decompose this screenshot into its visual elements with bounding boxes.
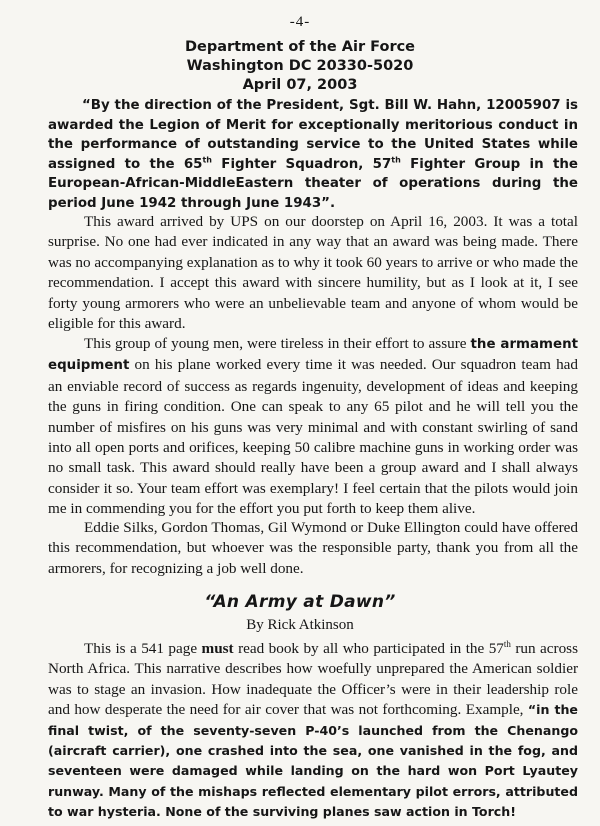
paragraph2-emphasis: the armament equipment [48, 337, 579, 374]
citation-part1: “By the direction of the President, Sgt. Bill W. Hahn, 12005907 is awarded the Legion of Merit for exceptionally meritorious conduct in the performance of outstanding service to the United States while assigned to the 65 [48, 98, 578, 172]
letterhead [0, 38, 600, 95]
paragraph2-part1: This group of young men, were tireless in their effort to assure [84, 335, 471, 352]
paragraph4-quote: “in the final twist, of the seventy-seven P-40’s launched from the Chenango (aircraft carrier), one crashed into the sea, one vanished in the fog, and seventeen were damaged while landing on the hard won Port Lyautey runway. Many of the mishaps reflected elementary pilot errors, attributed to war hysteria. None of the surviving planes saw action in Torch! [48, 702, 578, 820]
citation-part2: Fighter Squadron, 57 [212, 156, 392, 172]
paragraph4-part3: run across North Africa. This narrative describes how woefully unprepared the American soldier was to stage an invasion. How inadequate the Officer’s were in their leadership role and how desperate the need for air cover that was not forthcoming. Example, [48, 640, 578, 719]
header-date: April 07, 2003 [242, 77, 358, 93]
paragraph4-part1: This is a 541 page [84, 640, 202, 657]
citation-sup1: th [202, 155, 213, 165]
page-number: -4- [289, 14, 311, 30]
paragraph-armorers [48, 334, 578, 520]
paragraph2-part2: on his plane worked every time it was needed. Our squadron team had an enviable record of success as regards ingenuity, development of ideas and keeping the guns in firing condition. One can speak to any 65 pilot and he will tell you the number of misfires on his guns was very minimal and with constant swirling of sand into all open ports and orifices, keeping 50 calibre machine guns in working order was no small task. This award should really have been a group award and I shall always consider it so. Your team effort was exemplary! I feel certain that the pilots would join me in commending you for the effort you put forth to keep them alive. [48, 356, 578, 518]
paragraph-thanks: Eddie Silks, Gordon Thomas, Gil Wymond or Duke Ellington could have offered this recommendation, but whoever was the responsible party, thank you from all the armorers, for recognizing a job well done. [48, 519, 578, 577]
citation-sup2: th [391, 155, 401, 165]
paragraph4-part2: read book by all who participated in the 57 [233, 640, 504, 657]
citation-part3: Fighter Group in the European-African-MiddleEastern theater of operations during the period June 1942 through June 1943”. [48, 156, 578, 211]
paragraph-award-arrival: This award arrived by UPS on our doorstep on April 16, 2003. It was a total surprise. No one had ever indicated in any way that an award was being made. There was no accompanying explanation as to why it took 60 years to arrive or who made the recommendation. I accept this award with sincere humility, but as I look at it, I see forty young armorers who were an unbelievable team and anyone of whom would be eligible for this award. [48, 213, 578, 333]
award-citation [48, 96, 578, 213]
book-byline: By Rick Atkinson [246, 617, 354, 633]
paragraph4-must: must [201, 640, 234, 657]
paragraph4-sup: th [503, 638, 511, 649]
header-address: Washington DC 20330-5020 [186, 58, 414, 74]
book-title: “An Army at Dawn” [204, 592, 396, 612]
paragraph-book-review [48, 639, 578, 823]
header-department: Department of the Air Force [184, 39, 416, 55]
